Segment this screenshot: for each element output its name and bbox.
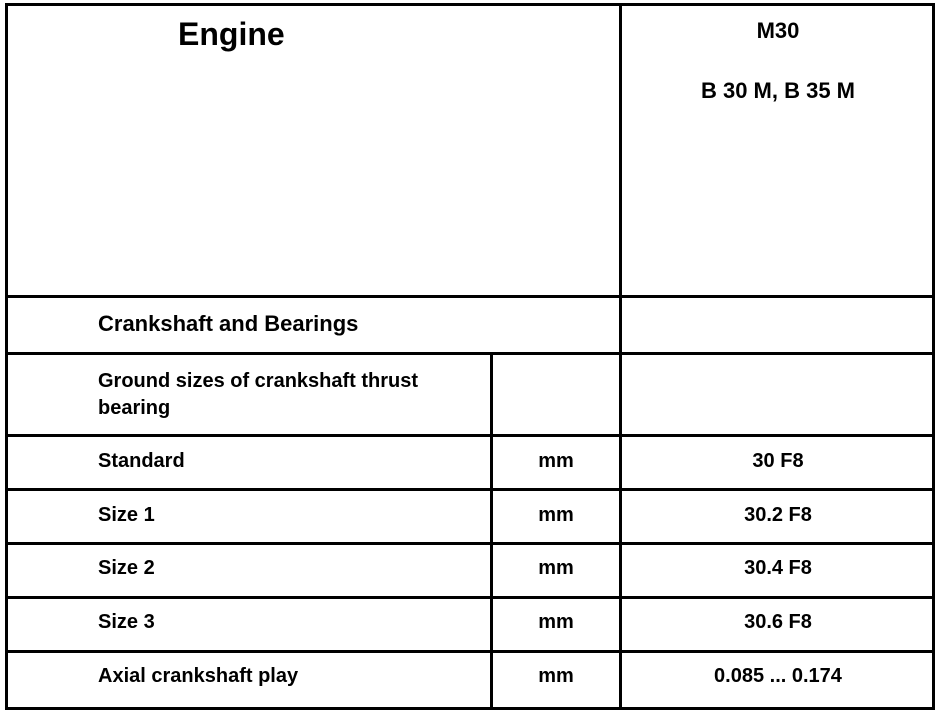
border-top bbox=[5, 3, 935, 6]
engine-heading: Engine bbox=[178, 16, 285, 52]
row-label: Size 3 bbox=[98, 611, 155, 633]
row-value: 30 F8 bbox=[752, 450, 804, 472]
row-label: Standard bbox=[98, 450, 185, 472]
engine-model: M30 bbox=[756, 18, 800, 43]
row-label: Size 2 bbox=[98, 557, 155, 579]
divider-unit-column bbox=[490, 354, 493, 710]
rule-row-2 bbox=[5, 542, 935, 545]
row-value: 0.085 ... 0.174 bbox=[714, 665, 842, 687]
section-title: Crankshaft and Bearings bbox=[98, 311, 359, 336]
divider-value-column bbox=[619, 3, 622, 710]
rule-header bbox=[5, 295, 935, 298]
border-left bbox=[5, 3, 8, 710]
row-unit: mm bbox=[538, 450, 574, 472]
row-label: Axial crankshaft play bbox=[98, 665, 299, 687]
rule-bottom bbox=[5, 707, 935, 710]
engine-variants: B 30 M, B 35 M bbox=[700, 78, 856, 103]
row-label: Size 1 bbox=[98, 504, 155, 526]
rule-row-4 bbox=[5, 650, 935, 653]
rule-row-3 bbox=[5, 596, 935, 599]
row-value: 30.6 F8 bbox=[744, 611, 812, 633]
subsection-title: Ground sizes of crankshaft thrust bearing bbox=[98, 370, 419, 419]
row-value: 30.2 F8 bbox=[744, 504, 812, 526]
row-unit: mm bbox=[538, 611, 574, 633]
row-unit: mm bbox=[538, 665, 574, 687]
rule-subsection bbox=[5, 434, 935, 437]
border-right bbox=[932, 3, 935, 710]
row-value: 30.4 F8 bbox=[744, 557, 812, 579]
rule-row-1 bbox=[5, 488, 935, 491]
row-unit: mm bbox=[538, 504, 574, 526]
rule-section bbox=[5, 352, 935, 355]
row-unit: mm bbox=[538, 557, 574, 579]
